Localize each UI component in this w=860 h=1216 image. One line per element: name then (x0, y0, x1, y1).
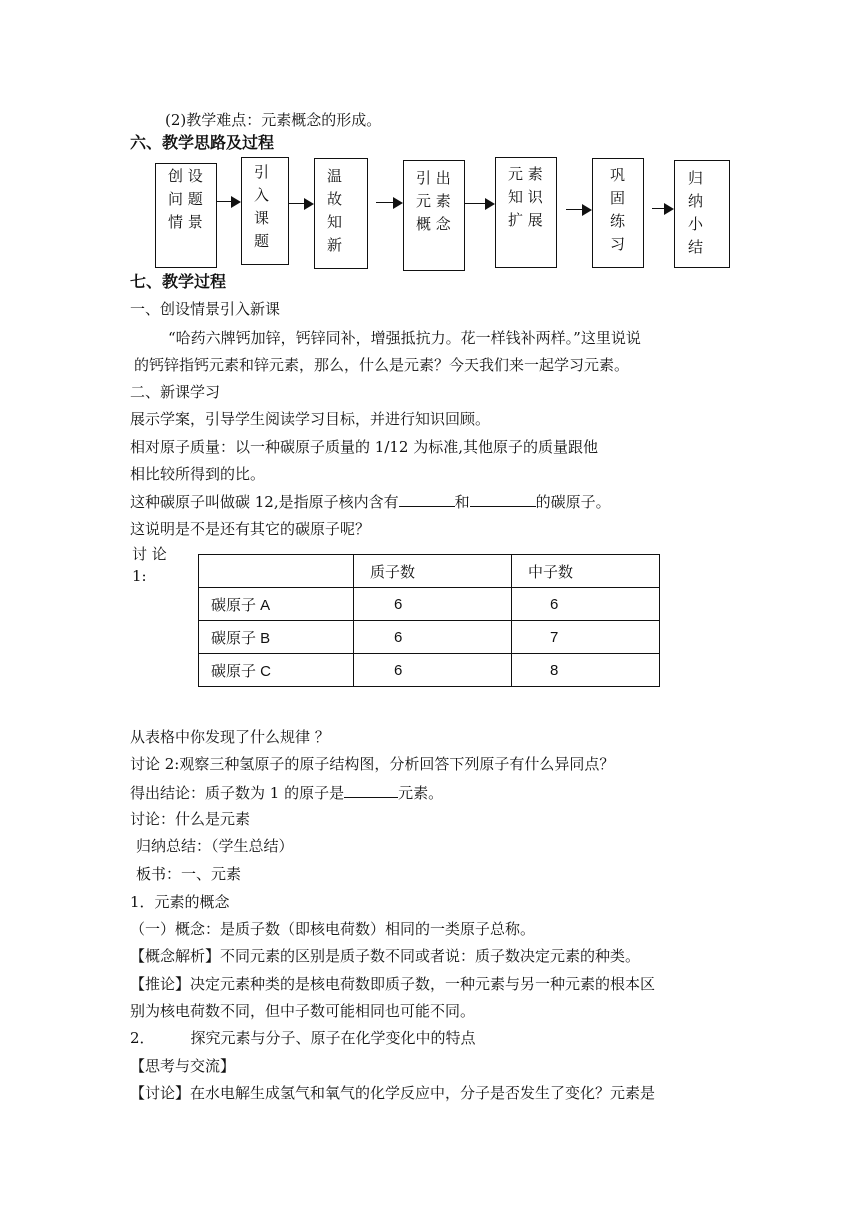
element-concept-definition: （一）概念：是质子数（即核电荷数）相同的一类原子总称。 (130, 920, 536, 938)
flow-arrow-1 (217, 196, 241, 208)
section-6-title: 六、教学思路及过程 (130, 133, 275, 152)
flow-step-6 (592, 158, 644, 268)
conclusion-line (130, 782, 443, 803)
discussion-1-label-b: 1: (132, 567, 147, 585)
fill-blank-1 (399, 491, 455, 507)
explore-heading-text: 探究元素与分子、原子在化学变化中的特点 (190, 1029, 476, 1047)
table-cell: 6 (354, 654, 512, 687)
table-header-cell: 质子数 (354, 555, 512, 588)
table-cell: 碳原子 B (199, 621, 354, 654)
flow-step-1 (155, 163, 217, 268)
explore-heading-number: 2． (130, 1029, 155, 1047)
blackboard-line: 板书：一、元素 (136, 865, 242, 883)
part-1-paragraph-line-1: “哈药六牌钙加锌，钙锌同补，增强抵抗力。花一样钱补两样。”这里说说 (168, 329, 641, 347)
table-header-row (199, 555, 660, 588)
flow-step-7 (674, 160, 730, 268)
table-row (199, 588, 660, 621)
other-carbon-question: 这说明是不是还有其它的碳原子呢？ (130, 520, 371, 538)
show-study-plan-line: 展示学案，引导学生阅读学习目标，并进行知识回顾。 (130, 410, 491, 428)
water-electrolysis-discussion: 【讨论】在水电解生成氢气和氧气的化学反应中，分子是否发生了变化？元素是 (130, 1084, 656, 1102)
flow-arrow-5 (566, 204, 592, 216)
table-cell: 6 (354, 588, 512, 621)
discussion-1-label-a: 讨 论 (132, 545, 167, 563)
discuss-element-line: 讨论：什么是元素 (130, 810, 251, 828)
table-header-cell (199, 555, 354, 588)
table-cell: 6 (512, 588, 660, 621)
flow-step-4-label: 引 出 元 素 概 念 (416, 169, 451, 233)
summary-line: 归纳总结：（学生总结） (136, 837, 294, 855)
conclusion-text-a: 得出结论：质子数为 1 的原子是 (130, 784, 345, 802)
carbon-12-text-b: 和 (454, 493, 470, 511)
flow-step-2-label: 引 入 课 题 (254, 163, 270, 250)
carbon-atom-table (198, 554, 660, 687)
table-cell: 碳原子 A (199, 588, 354, 621)
flow-arrow-6 (652, 203, 674, 215)
part-2-title: 二、新课学习 (130, 383, 221, 401)
inference-line-1: 【推论】决定元素种类的是核电荷数即质子数，一种元素与另一种元素的根本区 (130, 975, 656, 993)
discussion-2-line: 讨论 2:观察三种氢原子的原子结构图，分析回答下列原子有什么异同点？ (130, 755, 615, 773)
element-concept-heading: 1．元素的概念 (130, 893, 230, 911)
flow-step-7-label: 归 纳 小 结 (688, 169, 704, 256)
flow-arrow-4 (465, 198, 495, 210)
table-cell: 6 (354, 621, 512, 654)
carbon-12-fill-in-line (130, 491, 611, 512)
teaching-difficulty-line: (2)教学难点：元素概念的形成。 (165, 111, 382, 129)
conclusion-text-b: 元素。 (398, 784, 444, 802)
flow-step-3-label: 温 故 知 新 (327, 167, 343, 254)
table-header-cell: 中子数 (512, 555, 660, 588)
inference-line-2: 别为核电荷数不同，但中子数可能相同也可能不同。 (130, 1002, 476, 1020)
table-row (199, 621, 660, 654)
flow-step-3 (314, 158, 368, 269)
flow-step-6-label: 巩 固 练 习 (610, 166, 626, 253)
relative-atomic-mass-line-2: 相比较所得到的比。 (130, 465, 266, 483)
part-1-title: 一、创设情景引入新课 (130, 300, 281, 318)
flow-step-2 (241, 157, 289, 265)
concept-analysis-line: 【概念解析】不同元素的区别是质子数不同或者说：质子数决定元素的种类。 (130, 947, 641, 965)
flow-step-4 (403, 160, 465, 271)
think-exchange-line: 【思考与交流】 (130, 1057, 236, 1075)
flow-arrow-3 (376, 197, 403, 209)
table-cell: 8 (512, 654, 660, 687)
explore-heading (130, 1028, 476, 1048)
table-cell: 7 (512, 621, 660, 654)
table-cell: 碳原子 C (199, 654, 354, 687)
fill-blank-3 (344, 782, 398, 798)
flow-step-5 (495, 157, 557, 268)
section-7-title: 七、教学过程 (130, 272, 227, 291)
flow-step-5-label: 元 素 知 识 扩 展 (508, 165, 543, 229)
flow-arrow-2 (289, 198, 314, 210)
fill-blank-2 (470, 491, 536, 507)
carbon-12-text-a: 这种碳原子叫做碳 12,是指原子核内含有 (130, 493, 399, 511)
part-1-paragraph-line-2: 的钙锌指钙元素和锌元素，那么，什么是元素？今天我们来一起学习元素。 (134, 356, 630, 374)
table-row (199, 654, 660, 687)
find-rule-question: 从表格中你发现了什么规律 ？ (130, 728, 330, 746)
flow-step-1-label: 创 设 问 题 情 景 (168, 167, 203, 231)
relative-atomic-mass-line-1: 相对原子质量：以一种碳原子质量的 1/12 为标准,其他原子的质量跟他 (130, 438, 598, 456)
carbon-12-text-c: 的碳原子。 (535, 493, 611, 511)
